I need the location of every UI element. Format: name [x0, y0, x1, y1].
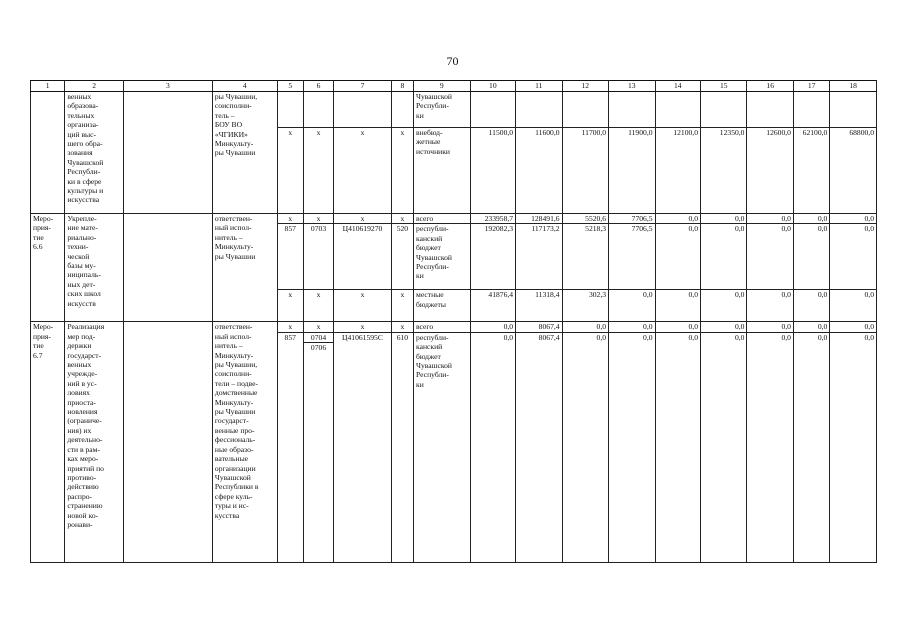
section-code: 0706 — [310, 343, 327, 353]
value-cell: 0,0 — [655, 214, 700, 224]
column-number-cell: 14 — [655, 81, 700, 92]
value-cell: 11500,0 — [470, 128, 515, 214]
value-cell: 0,0 — [562, 332, 608, 562]
value-cell: 117173,2 — [516, 224, 562, 290]
value-cell: 0,0 — [830, 224, 877, 290]
code-cell: 610 — [391, 332, 413, 562]
value-cell — [747, 92, 793, 128]
value-cell: 128491,6 — [516, 214, 562, 224]
value-cell: 0,0 — [747, 224, 793, 290]
value-cell: 62100,0 — [793, 128, 829, 214]
measure-cell: Меро- прия- тие 6.7 — [31, 322, 65, 562]
code-cell — [334, 92, 392, 128]
value-cell — [516, 92, 562, 128]
measure-name-cell: Реализация мер под- держки государст- венных учрежде- ний в ус- ловиях приоста- новления (ограниче- ния) их деятельно- сти в рам- ках меро- приятий по противо- действию распро- странению новой ко- ронави- — [65, 322, 124, 562]
column-number-cell: 3 — [123, 81, 212, 92]
value-cell: 302,3 — [562, 290, 608, 322]
value-cell: 233958,7 — [470, 214, 515, 224]
value-cell: 0,0 — [830, 322, 877, 332]
value-cell: 0,0 — [562, 322, 608, 332]
value-cell: 0,0 — [793, 224, 829, 290]
value-cell — [830, 92, 877, 128]
code-cell: 520 — [391, 224, 413, 290]
table-row — [31, 214, 877, 224]
value-cell: 7706,5 — [609, 214, 655, 224]
value-cell — [701, 92, 747, 128]
column-number-cell: 17 — [793, 81, 829, 92]
value-cell: 0,0 — [470, 322, 515, 332]
value-cell: 8067,4 — [516, 332, 562, 562]
value-cell: 0,0 — [701, 322, 747, 332]
budget-table — [30, 80, 877, 563]
value-cell: 12100,0 — [655, 128, 700, 214]
value-cell: 0,0 — [609, 332, 655, 562]
code-cell: 0703 — [303, 224, 333, 290]
empty-cell — [123, 214, 212, 322]
measure-cell: Меро- прия- тие 6.6 — [31, 214, 65, 322]
column-number-cell: 2 — [65, 81, 124, 92]
code-cell: x — [391, 290, 413, 322]
code-cell: x — [277, 214, 303, 224]
code-cell: x — [334, 214, 392, 224]
value-cell: 0,0 — [655, 322, 700, 332]
code-cell: 857 — [277, 224, 303, 290]
column-number-cell: 11 — [516, 81, 562, 92]
column-number-cell: 18 — [830, 81, 877, 92]
value-cell: 0,0 — [701, 224, 747, 290]
code-cell: x — [303, 214, 333, 224]
source-cell: местные бюджеты — [414, 290, 471, 322]
value-cell: 192082,3 — [470, 224, 515, 290]
code-cell — [277, 92, 303, 128]
code-cell: x — [277, 128, 303, 214]
column-number-cell: 10 — [470, 81, 515, 92]
value-cell: 12600,0 — [747, 128, 793, 214]
executor-cell: ответствен- ный испол- нитель – Минкульту- ры Чувашии — [212, 214, 277, 322]
code-cell — [303, 92, 333, 128]
code-cell: x — [334, 322, 392, 332]
value-cell: 5218,3 — [562, 224, 608, 290]
source-cell: внебюд- жетные источники — [414, 128, 471, 214]
code-cell: x — [391, 128, 413, 214]
code-cell: x — [277, 290, 303, 322]
column-number-cell: 6 — [303, 81, 333, 92]
section-code: 0704 — [304, 333, 333, 343]
value-cell — [793, 92, 829, 128]
measure-name-cell: Укрепле- ние мате- риально- техни- ческой базы му- ниципаль- ных дет- ских школ искусств — [65, 214, 124, 322]
empty-cell — [123, 92, 212, 214]
empty-cell — [123, 322, 212, 562]
value-cell: 8067,4 — [516, 322, 562, 332]
source-cell: Чувашской Республи- ки — [414, 92, 471, 128]
value-cell: 0,0 — [793, 322, 829, 332]
value-cell: 0,0 — [793, 332, 829, 562]
header-row — [31, 81, 877, 92]
value-cell: 0,0 — [747, 332, 793, 562]
code-cell: 857 — [277, 332, 303, 562]
source-cell: республи- канский бюджет Чувашской Республи- ки — [414, 224, 471, 290]
measure-name-cell: венных образова- тельных организа- ций выс- шего обра- зования Чувашской Республи- ки в сфере культуры и искусства — [65, 92, 124, 214]
value-cell: 12350,0 — [701, 128, 747, 214]
column-number-cell: 13 — [609, 81, 655, 92]
code-cell: x — [277, 322, 303, 332]
column-number-cell: 9 — [414, 81, 471, 92]
value-cell: 0,0 — [747, 214, 793, 224]
code-cell — [303, 332, 333, 562]
code-cell: x — [303, 322, 333, 332]
value-cell: 11900,0 — [609, 128, 655, 214]
value-cell: 11700,0 — [562, 128, 608, 214]
value-cell: 68800,0 — [830, 128, 877, 214]
executor-cell: ответствен- ный испол- нитель – Минкульту- ры Чувашии, соисполни- тели – подве- домственные Минкульту- ры Чувашии государст- венные про- фессиональ- ные образо- вательные организации Чувашской Республики в сфере куль- туры и ис- кусства — [212, 322, 277, 562]
value-cell: 0,0 — [793, 290, 829, 322]
value-cell: 0,0 — [655, 290, 700, 322]
value-cell: 0,0 — [747, 290, 793, 322]
value-cell — [562, 92, 608, 128]
column-number-cell: 8 — [391, 81, 413, 92]
column-number-cell: 7 — [334, 81, 392, 92]
value-cell — [609, 92, 655, 128]
value-cell: 0,0 — [655, 332, 700, 562]
column-number-cell: 16 — [747, 81, 793, 92]
value-cell — [470, 92, 515, 128]
measure-cell — [31, 92, 65, 214]
executor-cell: ры Чувашии, соисполни- тель – БОУ ВО «ЧГИКИ» Минкульту- ры Чувашии — [212, 92, 277, 214]
value-cell: 0,0 — [701, 332, 747, 562]
column-number-cell: 12 — [562, 81, 608, 92]
table-row — [31, 92, 877, 128]
value-cell: 5520,6 — [562, 214, 608, 224]
column-number-cell: 15 — [701, 81, 747, 92]
value-cell: 0,0 — [830, 332, 877, 562]
value-cell: 0,0 — [701, 290, 747, 322]
value-cell: 0,0 — [609, 322, 655, 332]
page-number: 70 — [446, 54, 459, 68]
value-cell: 41876,4 — [470, 290, 515, 322]
value-cell: 7706,5 — [609, 224, 655, 290]
value-cell: 0,0 — [747, 322, 793, 332]
value-cell — [655, 92, 700, 128]
table-row — [31, 322, 877, 332]
code-cell: Ц41061595С — [334, 332, 392, 562]
source-cell: республи- канский бюджет Чувашской Республи- ки — [414, 332, 471, 562]
code-cell: x — [303, 290, 333, 322]
code-cell: x — [391, 322, 413, 332]
value-cell: 11600,0 — [516, 128, 562, 214]
source-cell: всего — [414, 322, 471, 332]
code-cell: x — [391, 214, 413, 224]
source-cell: всего — [414, 214, 471, 224]
value-cell: 0,0 — [609, 290, 655, 322]
value-cell: 0,0 — [793, 214, 829, 224]
code-cell: x — [334, 128, 392, 214]
value-cell: 0,0 — [830, 214, 877, 224]
code-cell — [391, 92, 413, 128]
value-cell: 0,0 — [470, 332, 515, 562]
value-cell: 11318,4 — [516, 290, 562, 322]
code-cell: Ц410619270 — [334, 224, 392, 290]
column-number-cell: 1 — [31, 81, 65, 92]
code-cell: x — [303, 128, 333, 214]
value-cell: 0,0 — [655, 224, 700, 290]
column-number-cell: 5 — [277, 81, 303, 92]
column-number-cell: 4 — [212, 81, 277, 92]
value-cell: 0,0 — [701, 214, 747, 224]
value-cell: 0,0 — [830, 290, 877, 322]
code-cell: x — [334, 290, 392, 322]
